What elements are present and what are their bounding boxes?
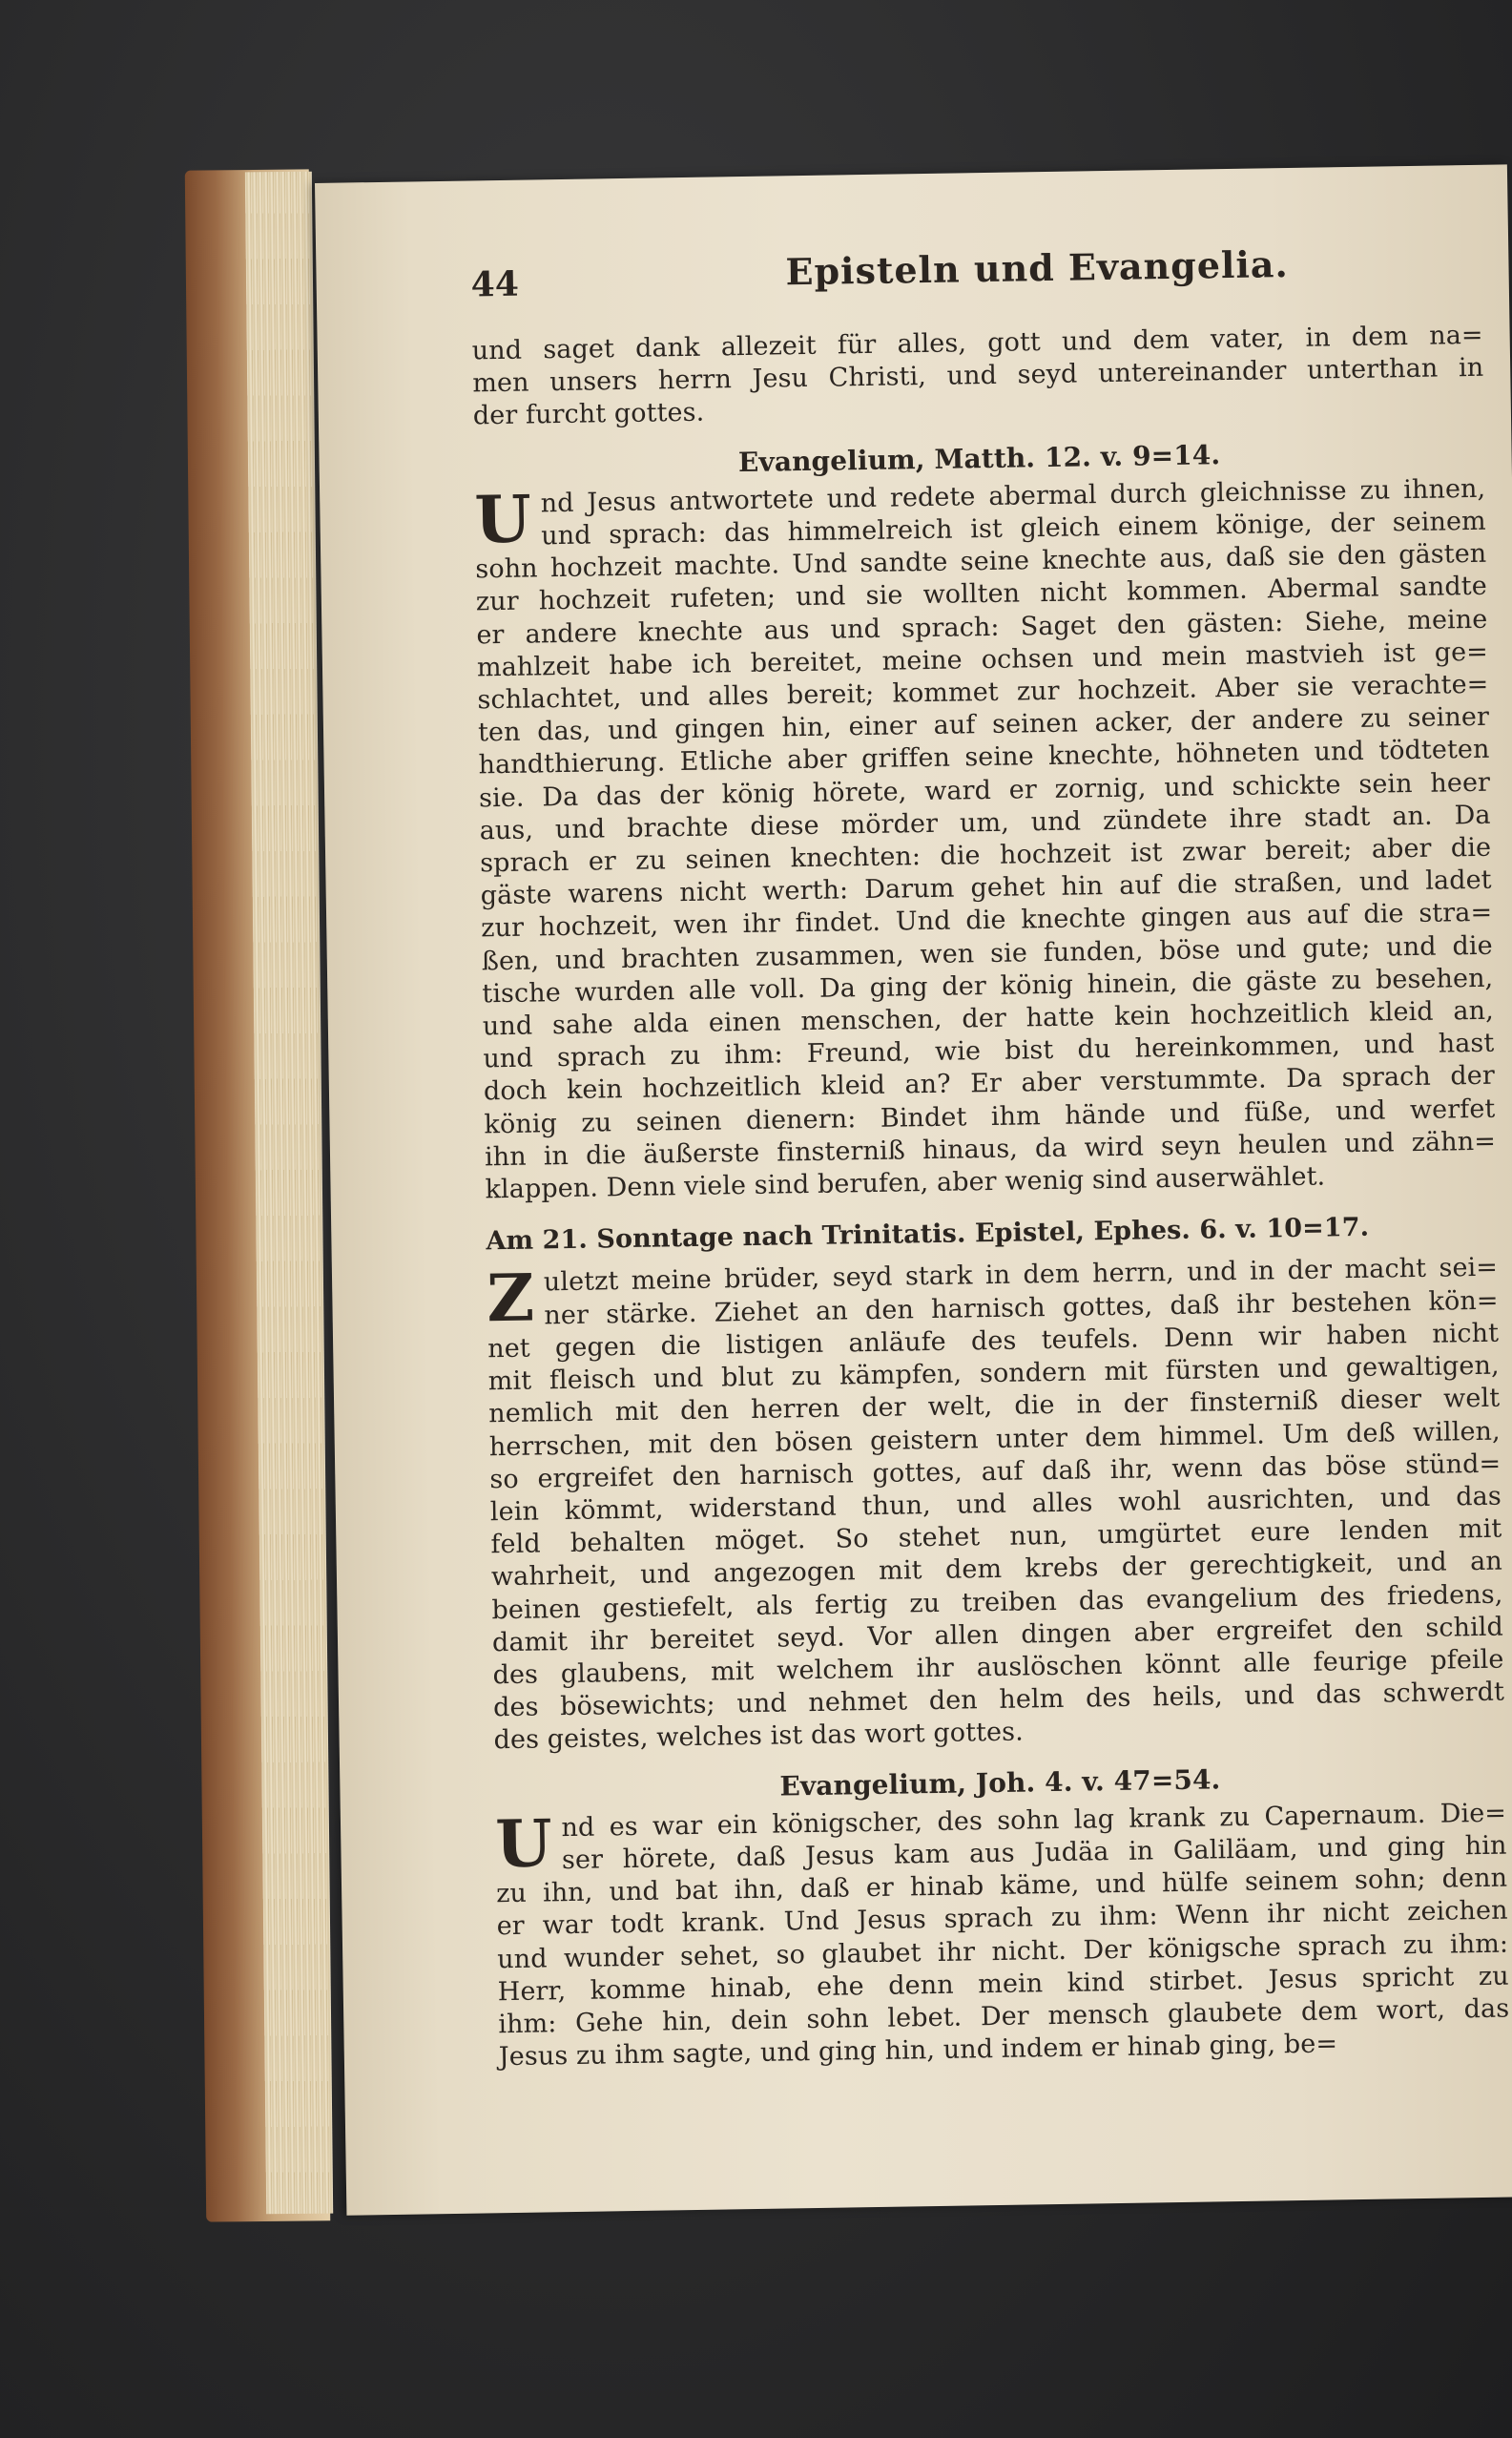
text-line: feld behalten möget. So stehet nun, umgürtet eure lenden mit [490, 1513, 1502, 1560]
text-line: ner stärke. Ziehet an den harnisch gottes, daß ihr bestehen kön= [544, 1285, 1499, 1331]
text-line: des glaubens, mit welchem ihr auslöschen könnt alle feurige pfeile [492, 1644, 1504, 1691]
text-line: ser hörete, daß Jesus kam aus Judäa in Galiläam, und ging hin [561, 1830, 1507, 1876]
section-heading: Am 21. Sonntage nach Trinitatis. Epistel, Ephes. 6. v. 10=17. [486, 1213, 1370, 1257]
running-title: Episteln und Evangelia. [785, 241, 1290, 294]
text-line: und sprach zu ihm: Freund, wie bist du hereinkommen, und hast [483, 1028, 1495, 1074]
text-paragraph [474, 473, 1497, 1207]
book-page [315, 164, 1512, 2215]
text-line: uletzt meine brüder, seyd stark in dem herrn, und in der macht sei= [543, 1253, 1499, 1298]
text-paragraph [487, 1252, 1505, 1758]
page-content [472, 320, 1510, 2074]
text-line: mit fleisch und blut zu kämpfen, sondern mit fürsten und gewaltigen, [487, 1350, 1500, 1397]
text-line: Herr, komme hinab, ehe denn mein kind stirbet. Jesus spricht zu [497, 1961, 1509, 2007]
text-line: tische wurden alle voll. Da ging der könig hinein, die gäste zu besehen, [482, 963, 1494, 1010]
text-line: handthierung. Etliche aber griffen seine knechte, höhneten und tödteten [478, 735, 1490, 781]
text-line: er andere knechte aus und sprach: Saget den gästen: Siehe, meine [476, 604, 1488, 651]
text-line: men unsers herrn Jesu Christi, und seyd untereinander unterthan in [472, 352, 1484, 399]
text-line: sie. Da das der könig hörete, ward er zornig, und schickte sein heer [478, 767, 1491, 814]
text-line: doch kein hochzeitlich kleid an? Er aber verstummte. Da sprach der [483, 1061, 1496, 1107]
text-line: sprach er zu seinen knechten: die hochzeit ist zwar bereit; aber die [479, 832, 1492, 879]
text-line: lein kömmt, widerstand thun, und alles wohl ausrichten, und das [489, 1481, 1502, 1528]
text-line: net gegen die listigen anläufe des teufels. Denn wir haben nicht [487, 1318, 1500, 1365]
text-line: nd es war ein königscher, des sohn lag krank zu Capernaum. Die= [561, 1798, 1507, 1843]
text-line: ßen, und brachten zusammen, wen sie funden, böse und gute; und die [481, 930, 1493, 977]
text-line: sohn hochzeit machte. Und sandte seine knechte aus, daß sie den gästen [475, 538, 1487, 585]
text-line: zur hochzeit rufeten; und sie wollten nicht kommen. Abermal sandte [475, 572, 1488, 617]
text-paragraph [495, 1797, 1510, 2073]
text-line: aus, und brachte diese mörder um, und zündete ihre stadt an. Da [479, 800, 1491, 846]
text-line: damit ihr bereitet seyd. Vor allen dingen aber ergreifet den schild [491, 1612, 1504, 1657]
text-line: und saget dank allezeit für alles, gott und dem vater, in dem na= [471, 320, 1483, 366]
text-line: und sprach: das himmelreich ist gleich einem könige, der seinem [541, 506, 1486, 552]
text-line: ihm: Gehe hin, dein sohn lebet. Der mensch glaubete dem wort, das [498, 1993, 1510, 2040]
text-line: zu ihn, und bat ihn, daß er hinab käme, und hülfe seinem sohn; denn [495, 1863, 1508, 1909]
text-line: des geistes, welches ist das wort gottes. [493, 1717, 1025, 1756]
text-line: ten das, und gingen hin, einer auf seinen acker, der andere zu seiner [477, 701, 1490, 748]
text-line: mahlzeit habe ich bereitet, meine ochsen und mein mastvieh ist ge= [476, 636, 1489, 683]
text-line: beinen gestiefelt, als fertig zu treiben das evangelium des friedens, [491, 1579, 1503, 1625]
section-heading: Evangelium, Matth. 12. v. 9=14. [737, 438, 1221, 478]
text-line: gäste warens nicht werth: Darum gehet hin auf die straßen, und ladet [480, 865, 1492, 911]
text-line: könig zu seinen dienern: Bindet ihm hände und füße, und werfet [484, 1094, 1496, 1140]
text-line: so ergreifet den harnisch gottes, auf daß ihr, wenn das böse stünd= [489, 1448, 1502, 1494]
text-line: Jesus zu ihm sagte, und ging hin, und indem er hinab ging, be= [498, 2029, 1338, 2073]
text-line: herrschen, mit den bösen geistern unter dem himmel. Um deß willen, [488, 1416, 1501, 1462]
text-paragraph [472, 320, 1484, 433]
text-line: und sahe alda einen menschen, der hatte kein hochzeitlich kleid an, [482, 995, 1495, 1042]
drop-capital: U [494, 1805, 553, 1883]
text-line: der furcht gottes. [472, 398, 705, 431]
text-line: des bösewichts; und nehmet den helm des heils, und das schwerdt [492, 1677, 1505, 1723]
text-line: nemlich mit den herren der welt, die in der finsterniß dieser welt [488, 1383, 1501, 1429]
text-line: ihn in die äußerste finsterniß hinaus, da wird seyn heulen und zähn= [484, 1126, 1497, 1173]
text-line: klappen. Denn viele sind berufen, aber wenig sind auserwählet. [485, 1161, 1326, 1205]
section-heading: Evangelium, Joh. 4. v. 47=54. [779, 1762, 1221, 1802]
text-line: wahrheit, und angezogen mit dem krebs der gerechtigkeit, und an [490, 1546, 1503, 1593]
page-text-block [470, 241, 1511, 2131]
page-number: 44 [470, 263, 520, 305]
text-line: zur hochzeit, wen ihr findet. Und die knechte gingen aus auf die stra= [481, 898, 1493, 944]
text-line: nd Jesus antwortete und redete abermal durch gleichnisse zu ihnen, [540, 473, 1486, 519]
text-line: er war todt krank. Und Jesus sprach zu ihm: Wenn ihr nicht zeichen [496, 1895, 1508, 1942]
text-line: und wunder sehet, so glaubet ihr nicht. Der königsche sprach zu ihm: [497, 1928, 1509, 1974]
drop-capital: Z [486, 1261, 535, 1338]
text-line: schlachtet, und alles bereit; kommet zur hochzeit. Aber sie verachte= [477, 669, 1489, 716]
drop-capital: U [473, 481, 532, 559]
running-head [470, 241, 1482, 328]
